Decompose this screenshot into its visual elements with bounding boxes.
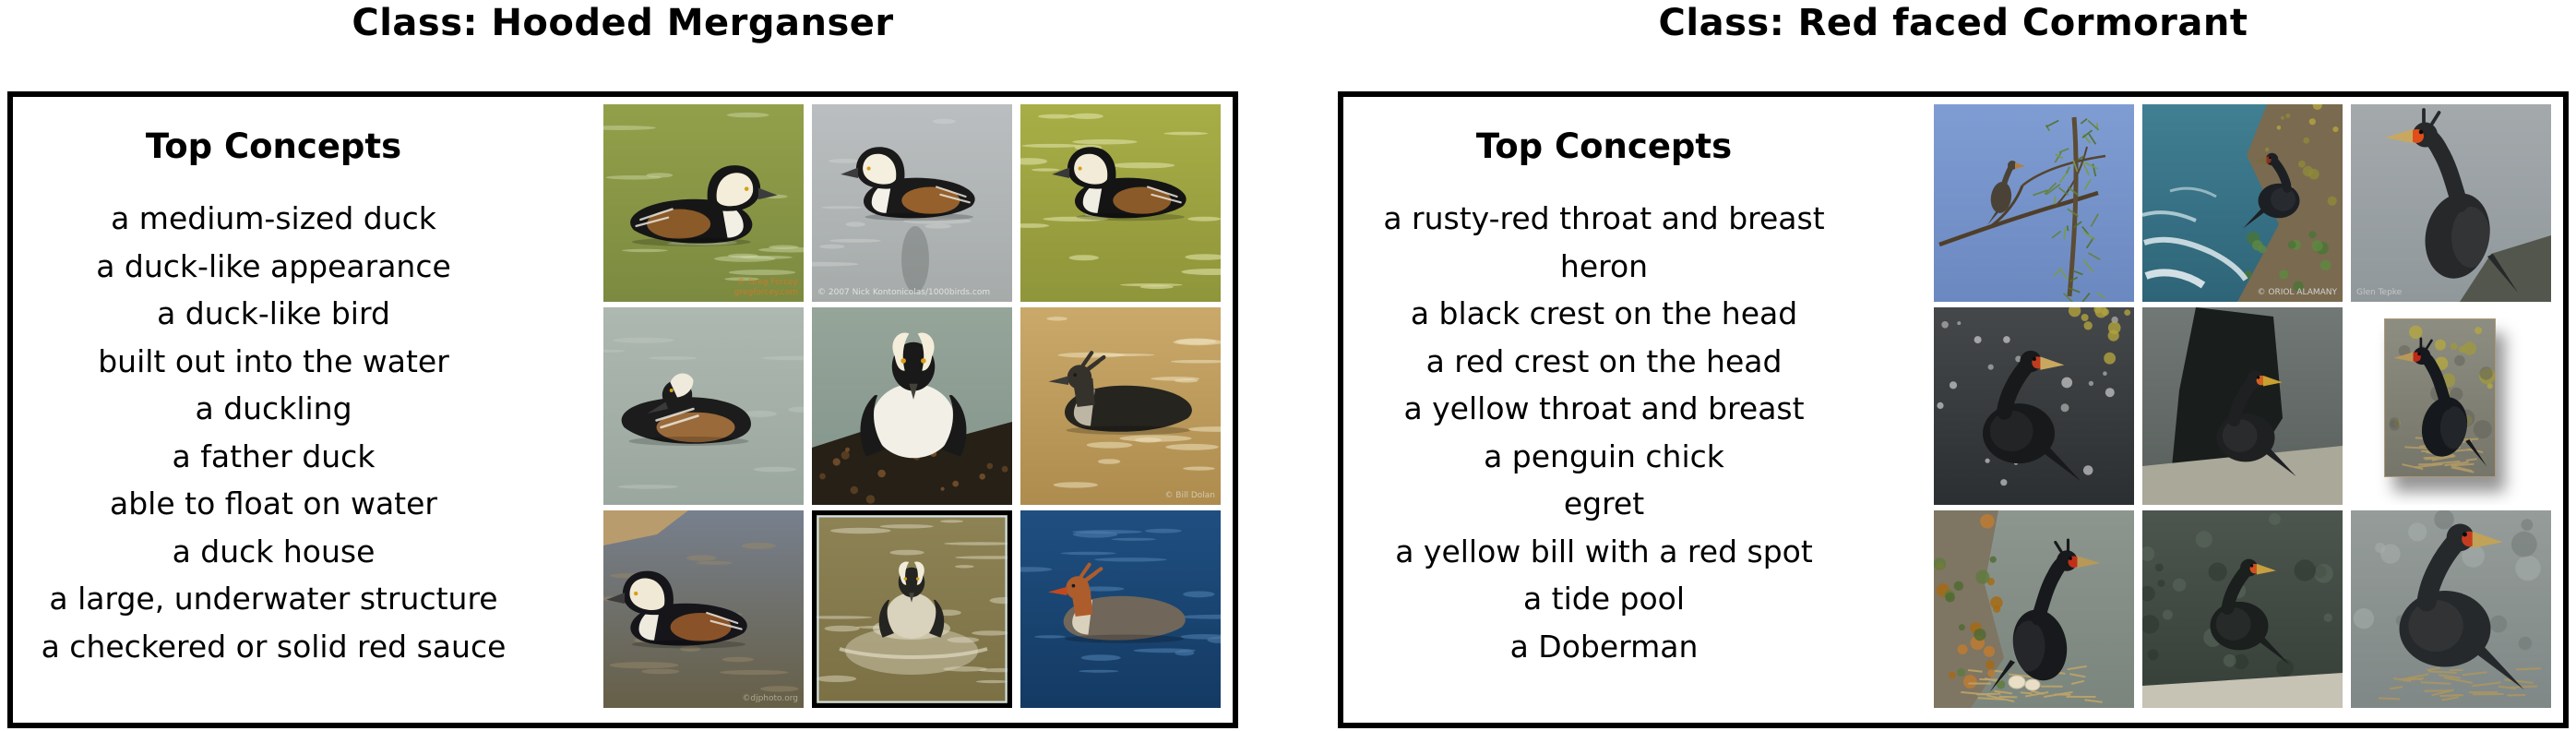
- photo-merganser-framed-khaki: [812, 510, 1012, 708]
- svg-text:©djphoto.org: ©djphoto.org: [742, 694, 798, 703]
- inset-photo: [2384, 318, 2496, 477]
- concepts-list: [1343, 195, 1865, 670]
- photo-cormorant-sea-cliff: [2142, 104, 2343, 302]
- svg-text:Glen Tepke: Glen Tepke: [2356, 288, 2403, 297]
- concept-item: a black crest on the head: [1410, 295, 1798, 331]
- photo-cormorant-large-on-nest: [2351, 510, 2551, 708]
- photo-red-faced-cormorant-portrait: [2351, 104, 2551, 302]
- concept-item: able to float on water: [110, 485, 437, 521]
- concepts-list: [13, 195, 534, 670]
- concept-item: a Doberman: [1509, 628, 1699, 665]
- image-grid-red-faced-cormorant: [1934, 104, 2551, 708]
- concept-item: a yellow throat and breast: [1403, 390, 1805, 426]
- concept-item: a father duck: [172, 437, 376, 474]
- concepts-heading: Top Concepts: [1475, 126, 1733, 166]
- concept-item: a penguin chick: [1484, 437, 1724, 474]
- panel-title-red-faced-cormorant: Class: Red faced Cormorant: [1658, 2, 2248, 44]
- photo-merganser-olive-water: [603, 104, 804, 302]
- concept-item: a red crest on the head: [1425, 342, 1783, 379]
- concepts-column: [13, 97, 534, 670]
- svg-text:© 2007 Nick Kontonicolas/1000b: © 2007 Nick Kontonicolas/1000birds.com: [817, 288, 991, 297]
- concept-item: a duck-like bird: [157, 295, 390, 331]
- photo-merganser-blue-brown-water: [603, 510, 804, 708]
- concept-item: built out into the water: [98, 342, 449, 379]
- photo-merganser-gray-water: [812, 104, 1012, 302]
- image-grid-hooded-merganser: [603, 104, 1221, 708]
- photo-merganser-yellow-green-water: [1020, 104, 1221, 302]
- concept-item: a yellow bill with a red spot: [1395, 533, 1813, 569]
- svg-text:© Greg Forcey: © Greg Forcey: [736, 278, 798, 287]
- concept-item: a medium-sized duck: [111, 200, 436, 236]
- concepts-column: [1343, 97, 1865, 670]
- concept-item: a duck house: [172, 533, 376, 569]
- photo-merganser-female-blue-water: [1020, 510, 1221, 708]
- photo-cormorant-rock-crevice: [2142, 307, 2343, 505]
- svg-text:gregforcey.com: gregforcey.com: [733, 288, 798, 297]
- photo-merganser-on-rock: [812, 307, 1012, 505]
- photo-cormorant-dark-cliff: [1934, 307, 2134, 505]
- concept-item: egret: [1563, 485, 1645, 521]
- concept-item: a tide pool: [1522, 581, 1686, 617]
- concepts-heading: Top Concepts: [145, 126, 402, 166]
- photo-cormorant-inset-photo: [2351, 307, 2551, 505]
- svg-text:© ORIOL ALAMANY: © ORIOL ALAMANY: [2257, 288, 2337, 297]
- concept-item: a checkered or solid red sauce: [41, 628, 507, 665]
- concept-item: a large, underwater structure: [49, 581, 498, 617]
- photo-cormorant-dark-rock-wall: [2142, 510, 2343, 708]
- concept-item: a rusty-red throat and breast: [1383, 200, 1825, 236]
- photo-merganser-preening: [603, 307, 804, 505]
- photo-merganser-golden-water: [1020, 307, 1221, 505]
- concept-item: a duck-like appearance: [96, 247, 451, 284]
- panel-box-hooded-merganser: [7, 91, 1238, 728]
- svg-text:© Bill Dolan: © Bill Dolan: [1164, 491, 1215, 500]
- concept-item: a duckling: [195, 390, 352, 426]
- photo-cormorant-on-nest-eggs: [1934, 510, 2134, 708]
- photo-cormorant-on-branch: [1934, 104, 2134, 302]
- panel-box-red-faced-cormorant: [1338, 91, 2569, 728]
- panel-title-hooded-merganser: Class: Hooded Merganser: [352, 2, 894, 44]
- concept-item: heron: [1559, 247, 1649, 284]
